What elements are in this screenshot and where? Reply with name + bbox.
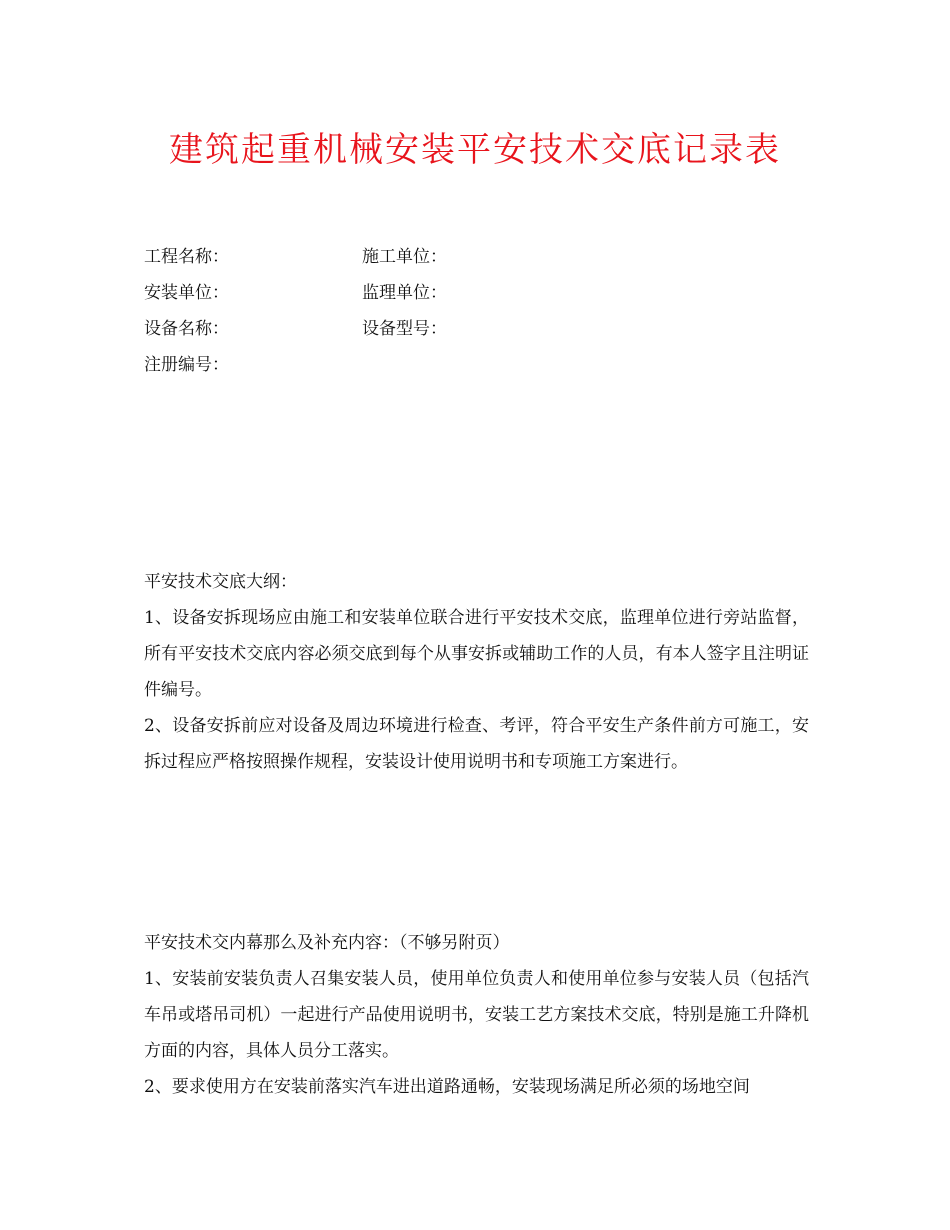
equipment-name-label: 设备名称： — [144, 319, 229, 339]
safety-outline-item-1: 1、设备安拆现场应由施工和安装单位联合进行平安技术交底，监理单位进行旁站监督，所有平安技术交底内容必须交底到每个从事安拆或辅助工作的人员，有本人签字且注明证件编号。 — [144, 608, 809, 700]
supervision-unit-label: 监理单位： — [362, 283, 447, 303]
construction-unit-label: 施工单位： — [362, 247, 447, 267]
safety-outline-heading: 平安技术交底大纲： — [144, 572, 297, 592]
document-title: 建筑起重机械安装平安技术交底记录表 — [169, 130, 781, 170]
project-name-label: 工程名称： — [144, 247, 229, 267]
safety-outline-item-2: 2、设备安拆前应对设备及周边环境进行检查、考评，符合平安生产条件前方可施工，安拆过程应严格按照操作规程，安装设计使用说明书和专项施工方案进行。 — [144, 716, 809, 772]
equipment-model-label: 设备型号： — [362, 319, 447, 339]
supplement-section — [144, 925, 809, 1105]
installation-unit-label: 安装单位： — [144, 283, 229, 303]
supplement-item-1: 1、安装前安装负责人召集安装人员，使用单位负责人和使用单位参与安装人员（包括汽车吊或塔吊司机）一起进行产品使用说明书，安装工艺方案技术交底，特别是施工升降机方面的内容，具体人员分工落实。 — [144, 969, 809, 1061]
registration-number-label: 注册编号： — [144, 355, 229, 375]
safety-outline-section — [144, 564, 809, 780]
supplement-item-2: 2、要求使用方在安装前落实汽车进出道路通畅，安装现场满足所必须的场地空间 — [144, 1077, 750, 1097]
supplement-heading: 平安技术交内幕那么及补充内容：（不够另附页） — [144, 933, 510, 953]
